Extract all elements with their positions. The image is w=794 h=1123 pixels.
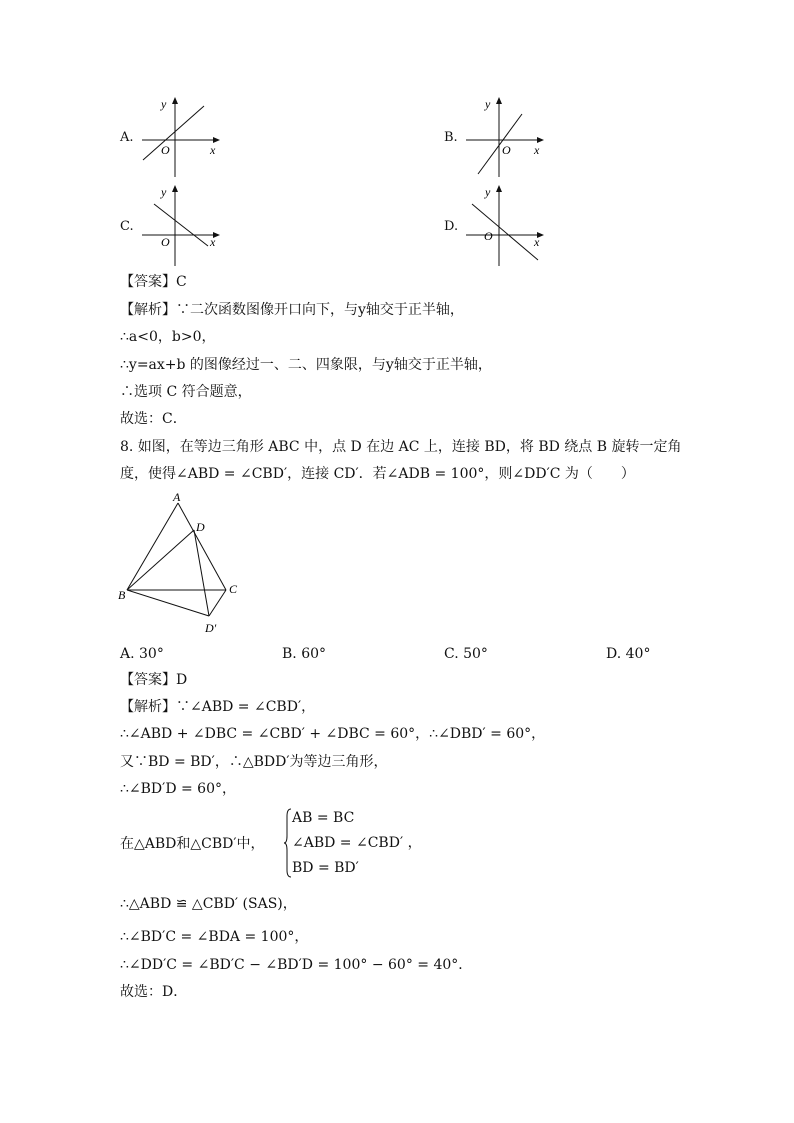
q8-conclusion-4: 故选：D． <box>120 984 188 1000</box>
q8-stem-line-1: 8. 如图，在等边三角形 ABC 中，点 D 在边 AC 上，连接 BD，将 BD 绕点 B 旋转一定角 <box>120 439 682 455</box>
q8-system-line-2: ∠ABD = ∠CBD′ ， <box>292 835 422 851</box>
q8-system-brace <box>284 808 292 878</box>
option-c-x-label: x <box>210 235 216 249</box>
option-d-graph <box>462 180 552 270</box>
q8-answer: 【答案】D <box>120 672 188 688</box>
q8-choice-b: B. 60° <box>282 646 327 662</box>
option-b-letter: B. <box>444 130 458 145</box>
q8-analysis-2: ∴∠ABD + ∠DBC = ∠CBD′ + ∠DBC = 60°，∴∠DBD′ = 60°， <box>120 726 546 742</box>
option-d-x-label: x <box>534 235 540 249</box>
option-a-x-label: x <box>210 143 216 157</box>
option-b-graph <box>462 92 552 182</box>
option-c-graph <box>138 180 228 270</box>
q8-analysis-1: 【解析】∵∠ABD = ∠CBD′， <box>120 699 316 715</box>
q8-analysis-4: ∴∠BD′D = 60°， <box>120 781 236 797</box>
q8-choice-d: D. 40° <box>606 646 651 662</box>
q7-analysis-3: ∴y=ax+b 的图像经过一、二、四象限，与y轴交于正半轴， <box>120 357 492 373</box>
option-b-x-label: x <box>534 143 540 157</box>
q7-analysis-1: 【解析】∵二次函数图像开口向下，与y轴交于正半轴， <box>120 302 464 318</box>
option-a-letter: A. <box>120 130 134 145</box>
q7-analysis-5: 故选：C． <box>120 411 187 427</box>
option-d-y-label: y <box>485 185 491 199</box>
q8-conclusion-1: ∴△ABD ≌ △CBD′ (SAS)， <box>120 896 297 912</box>
option-c-y-label: y <box>161 185 167 199</box>
q8-label-a: A <box>173 490 181 504</box>
q8-system-prefix: 在△ABD和△CBD′中， <box>120 836 265 852</box>
q8-triangle-figure <box>112 488 252 638</box>
q7-analysis-4: ∴选项 C 符合题意， <box>120 384 252 400</box>
option-d-letter: D. <box>444 219 459 234</box>
q8-label-c: C <box>229 582 238 596</box>
option-a-graph <box>138 92 228 182</box>
q8-label-d-prime: D′ <box>205 621 217 635</box>
option-a-y-label: y <box>161 97 167 111</box>
q8-conclusion-3: ∴∠DD′C = ∠BD′C − ∠BD′D = 100° − 60° = 40°． <box>120 957 473 973</box>
q8-choice-c: C. 50° <box>444 646 488 662</box>
q8-label-b: B <box>118 588 126 602</box>
option-c-letter: C. <box>120 219 134 234</box>
option-d-origin-label: O <box>484 229 493 243</box>
q8-label-d: D <box>196 520 205 534</box>
option-b-origin-label: O <box>502 143 511 157</box>
q8-conclusion-2: ∴∠BD′C = ∠BDA = 100°， <box>120 929 309 945</box>
q7-analysis-2: ∴a<0，b>0， <box>120 329 216 345</box>
option-c-origin-label: O <box>161 235 170 249</box>
q8-analysis-3: 又∵BD = BD′，∴△BDD′为等边三角形， <box>120 754 388 770</box>
q8-system-line-1: AB = BC <box>292 810 355 826</box>
q7-answer: 【答案】C <box>120 274 187 290</box>
option-b-y-label: y <box>485 97 491 111</box>
q8-system-line-3: BD = BD′ <box>292 860 359 876</box>
option-a-origin-label: O <box>161 143 170 157</box>
q8-stem-line-2: 度，使得∠ABD = ∠CBD′，连接 CD′．若∠ADB = 100°，则∠DD′C 为（ ） <box>120 466 635 482</box>
q8-choice-a: A. 30° <box>120 646 164 662</box>
